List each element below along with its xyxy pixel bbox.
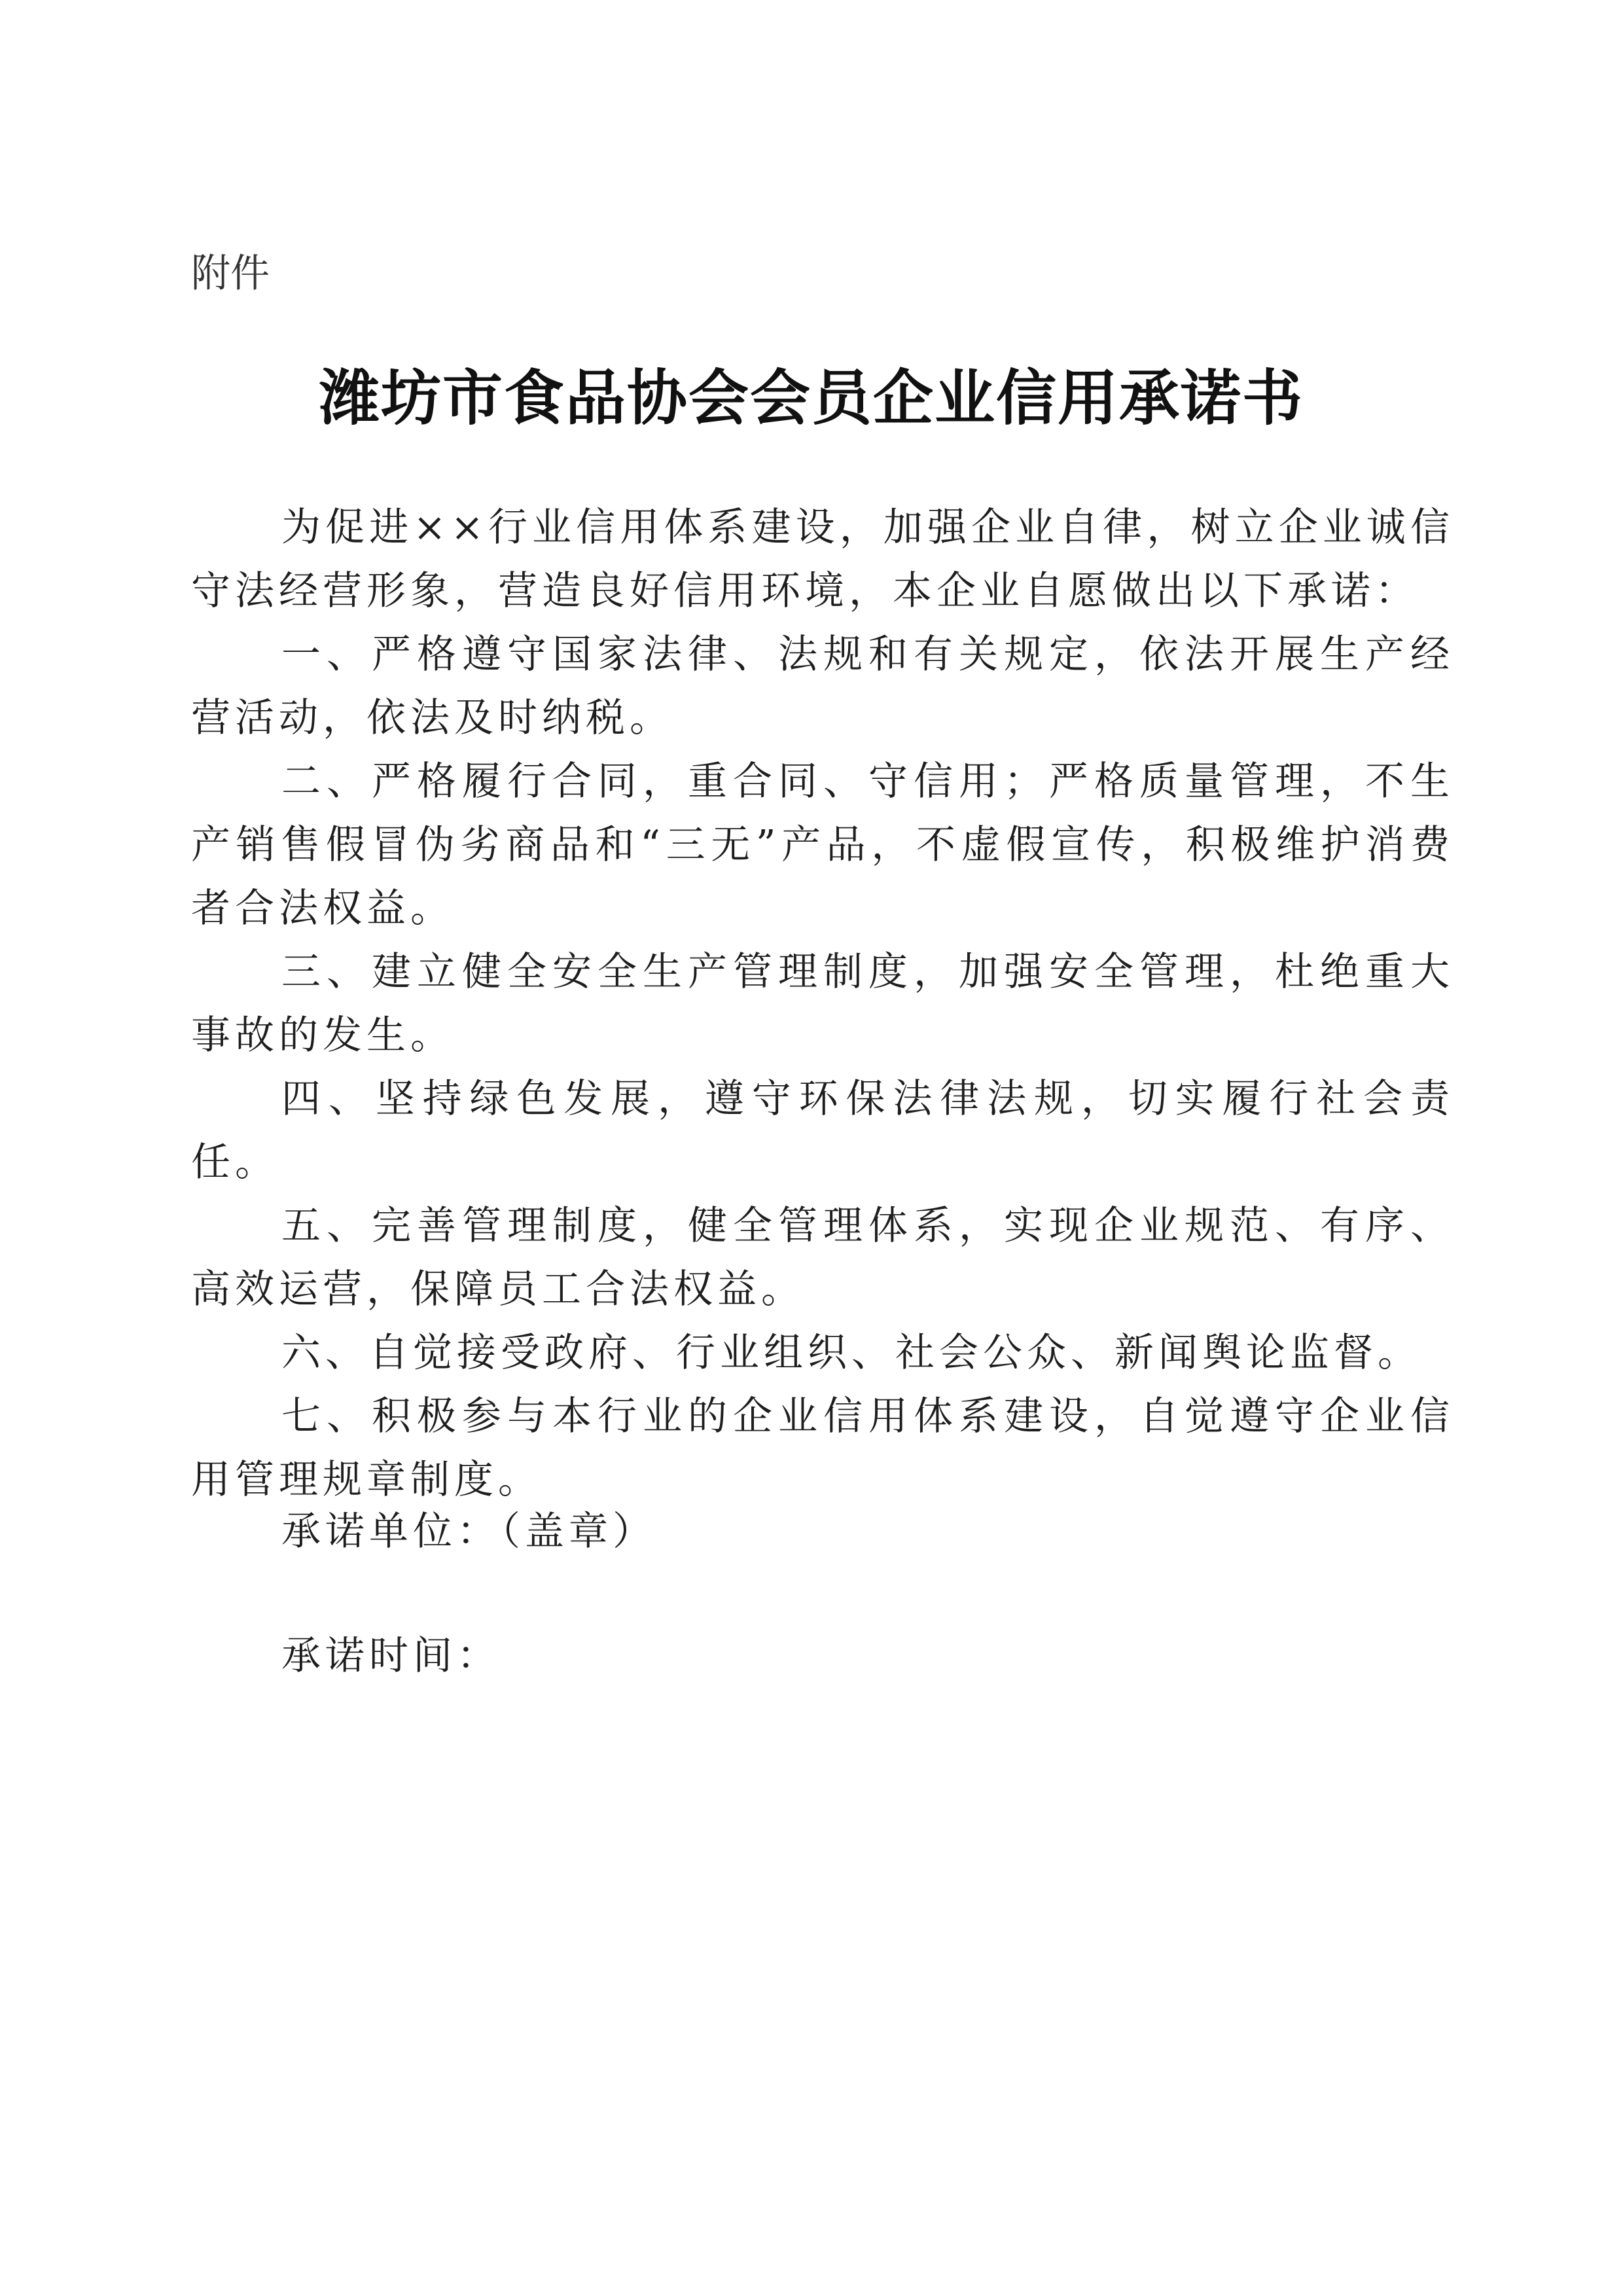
commitment-item-7: 七、积极参与本行业的企业信用体系建设，自觉遵守企业信用管理规章制度。 xyxy=(191,1393,1454,1503)
signature-date-label: 承诺时间： xyxy=(281,1633,501,1679)
commitment-item-1: 一、严格遵守国家法律、法规和有关规定，依法开展生产经营活动，依法及时纳税。 xyxy=(191,632,1454,741)
attachment-label: 附件 xyxy=(191,251,270,296)
commitment-item-2: 二、严格履行合同，重合同、守信用；严格质量管理，不生产销售假冒伪劣商品和“三无”产品，不虚假宣传，积极维护消费者合法权益。 xyxy=(191,759,1454,931)
signature-unit-label: 承诺单位：（盖章） xyxy=(281,1509,656,1554)
intro-paragraph: 为促进××行业信用体系建设，加强企业自律，树立企业诚信守法经营形象，营造良好信用环境，本企业自愿做出以下承诺： xyxy=(191,505,1454,614)
commitment-item-5: 五、完善管理制度，健全管理体系，实现企业规范、有序、高效运营，保障员工合法权益。 xyxy=(191,1203,1454,1312)
document-title: 潍坊市食品协会会员企业信用承诺书 xyxy=(319,363,1304,433)
commitment-body xyxy=(191,496,1454,1512)
commitment-item-4: 四、坚持绿色发展，遵守环保法律法规，切实履行社会责任。 xyxy=(191,1076,1454,1185)
commitment-item-3: 三、建立健全安全生产管理制度，加强安全管理，杜绝重大事故的发生。 xyxy=(191,949,1454,1058)
commitment-item-6: 六、自觉接受政府、行业组织、社会公众、新闻舆论监督。 xyxy=(281,1330,1421,1376)
